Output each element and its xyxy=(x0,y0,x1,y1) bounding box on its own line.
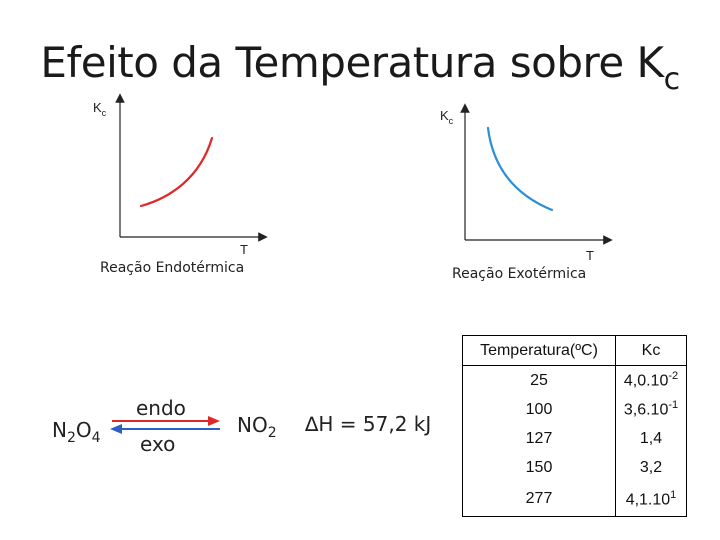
header-temperature: Temperatura(ºC) xyxy=(463,336,616,366)
temperature-cell: 25 xyxy=(463,366,616,396)
kc-base: 1,4 xyxy=(639,429,663,447)
equilibrium-arrows xyxy=(108,415,228,435)
x-axis-label: T xyxy=(586,248,594,263)
table-row xyxy=(463,453,687,482)
exothermic-caption: Reação Exotérmica xyxy=(452,266,587,282)
reverse-label: exo xyxy=(140,432,176,456)
title-main: Efeito da Temperatura sobre K xyxy=(40,38,664,87)
product-formula: $NO_2$ xyxy=(237,413,277,441)
y-axis-subscript: c xyxy=(101,108,107,118)
endothermic-caption: Reação Endotérmica xyxy=(100,260,245,276)
table-row xyxy=(463,366,687,396)
reverse-arrowhead xyxy=(110,424,122,434)
forward-arrowhead xyxy=(208,416,220,426)
kc-cell xyxy=(616,395,687,424)
temperature-cell: 100 xyxy=(463,395,616,424)
temperature-cell: 127 xyxy=(463,424,616,453)
y-axis-label: $K_c$ xyxy=(93,100,107,118)
table-body xyxy=(463,366,687,517)
kc-base: 3,6.10 xyxy=(623,401,669,419)
kc-cell xyxy=(616,482,687,517)
kc-base: 4,0.10 xyxy=(623,372,669,390)
table-header-row xyxy=(463,336,687,366)
kc-cell xyxy=(616,424,687,453)
y-axis-label: $K_c$ xyxy=(440,108,454,126)
forward-label: endo xyxy=(136,396,186,420)
reactant-formula: $N_2O_4$ xyxy=(52,418,101,446)
table-row xyxy=(463,424,687,453)
enthalpy-value: ∆H = 57,2 kJ xyxy=(305,412,432,436)
kc-base: 4,1.10 xyxy=(625,491,671,509)
kc-exponent: -2 xyxy=(668,370,679,383)
title-subscript: c xyxy=(663,62,680,97)
temperature-cell: 277 xyxy=(463,482,616,517)
x-axis-label: T xyxy=(240,242,248,257)
kc-exponent: -1 xyxy=(668,399,679,412)
y-axis-subscript: c xyxy=(448,116,454,126)
kc-exponent: 1 xyxy=(670,488,677,501)
kc-curve xyxy=(488,128,552,210)
kc-cell xyxy=(616,366,687,396)
table-row xyxy=(463,395,687,424)
table-row xyxy=(463,482,687,517)
temperature-cell: 150 xyxy=(463,453,616,482)
kc-curve xyxy=(141,138,212,206)
kc-cell xyxy=(616,453,687,482)
endothermic-graph xyxy=(85,90,275,257)
header-kc: Kc xyxy=(616,336,687,366)
kc-table xyxy=(462,335,687,517)
kc-base: 3,2 xyxy=(639,458,663,476)
page-title xyxy=(0,38,720,97)
exothermic-graph xyxy=(430,100,620,265)
